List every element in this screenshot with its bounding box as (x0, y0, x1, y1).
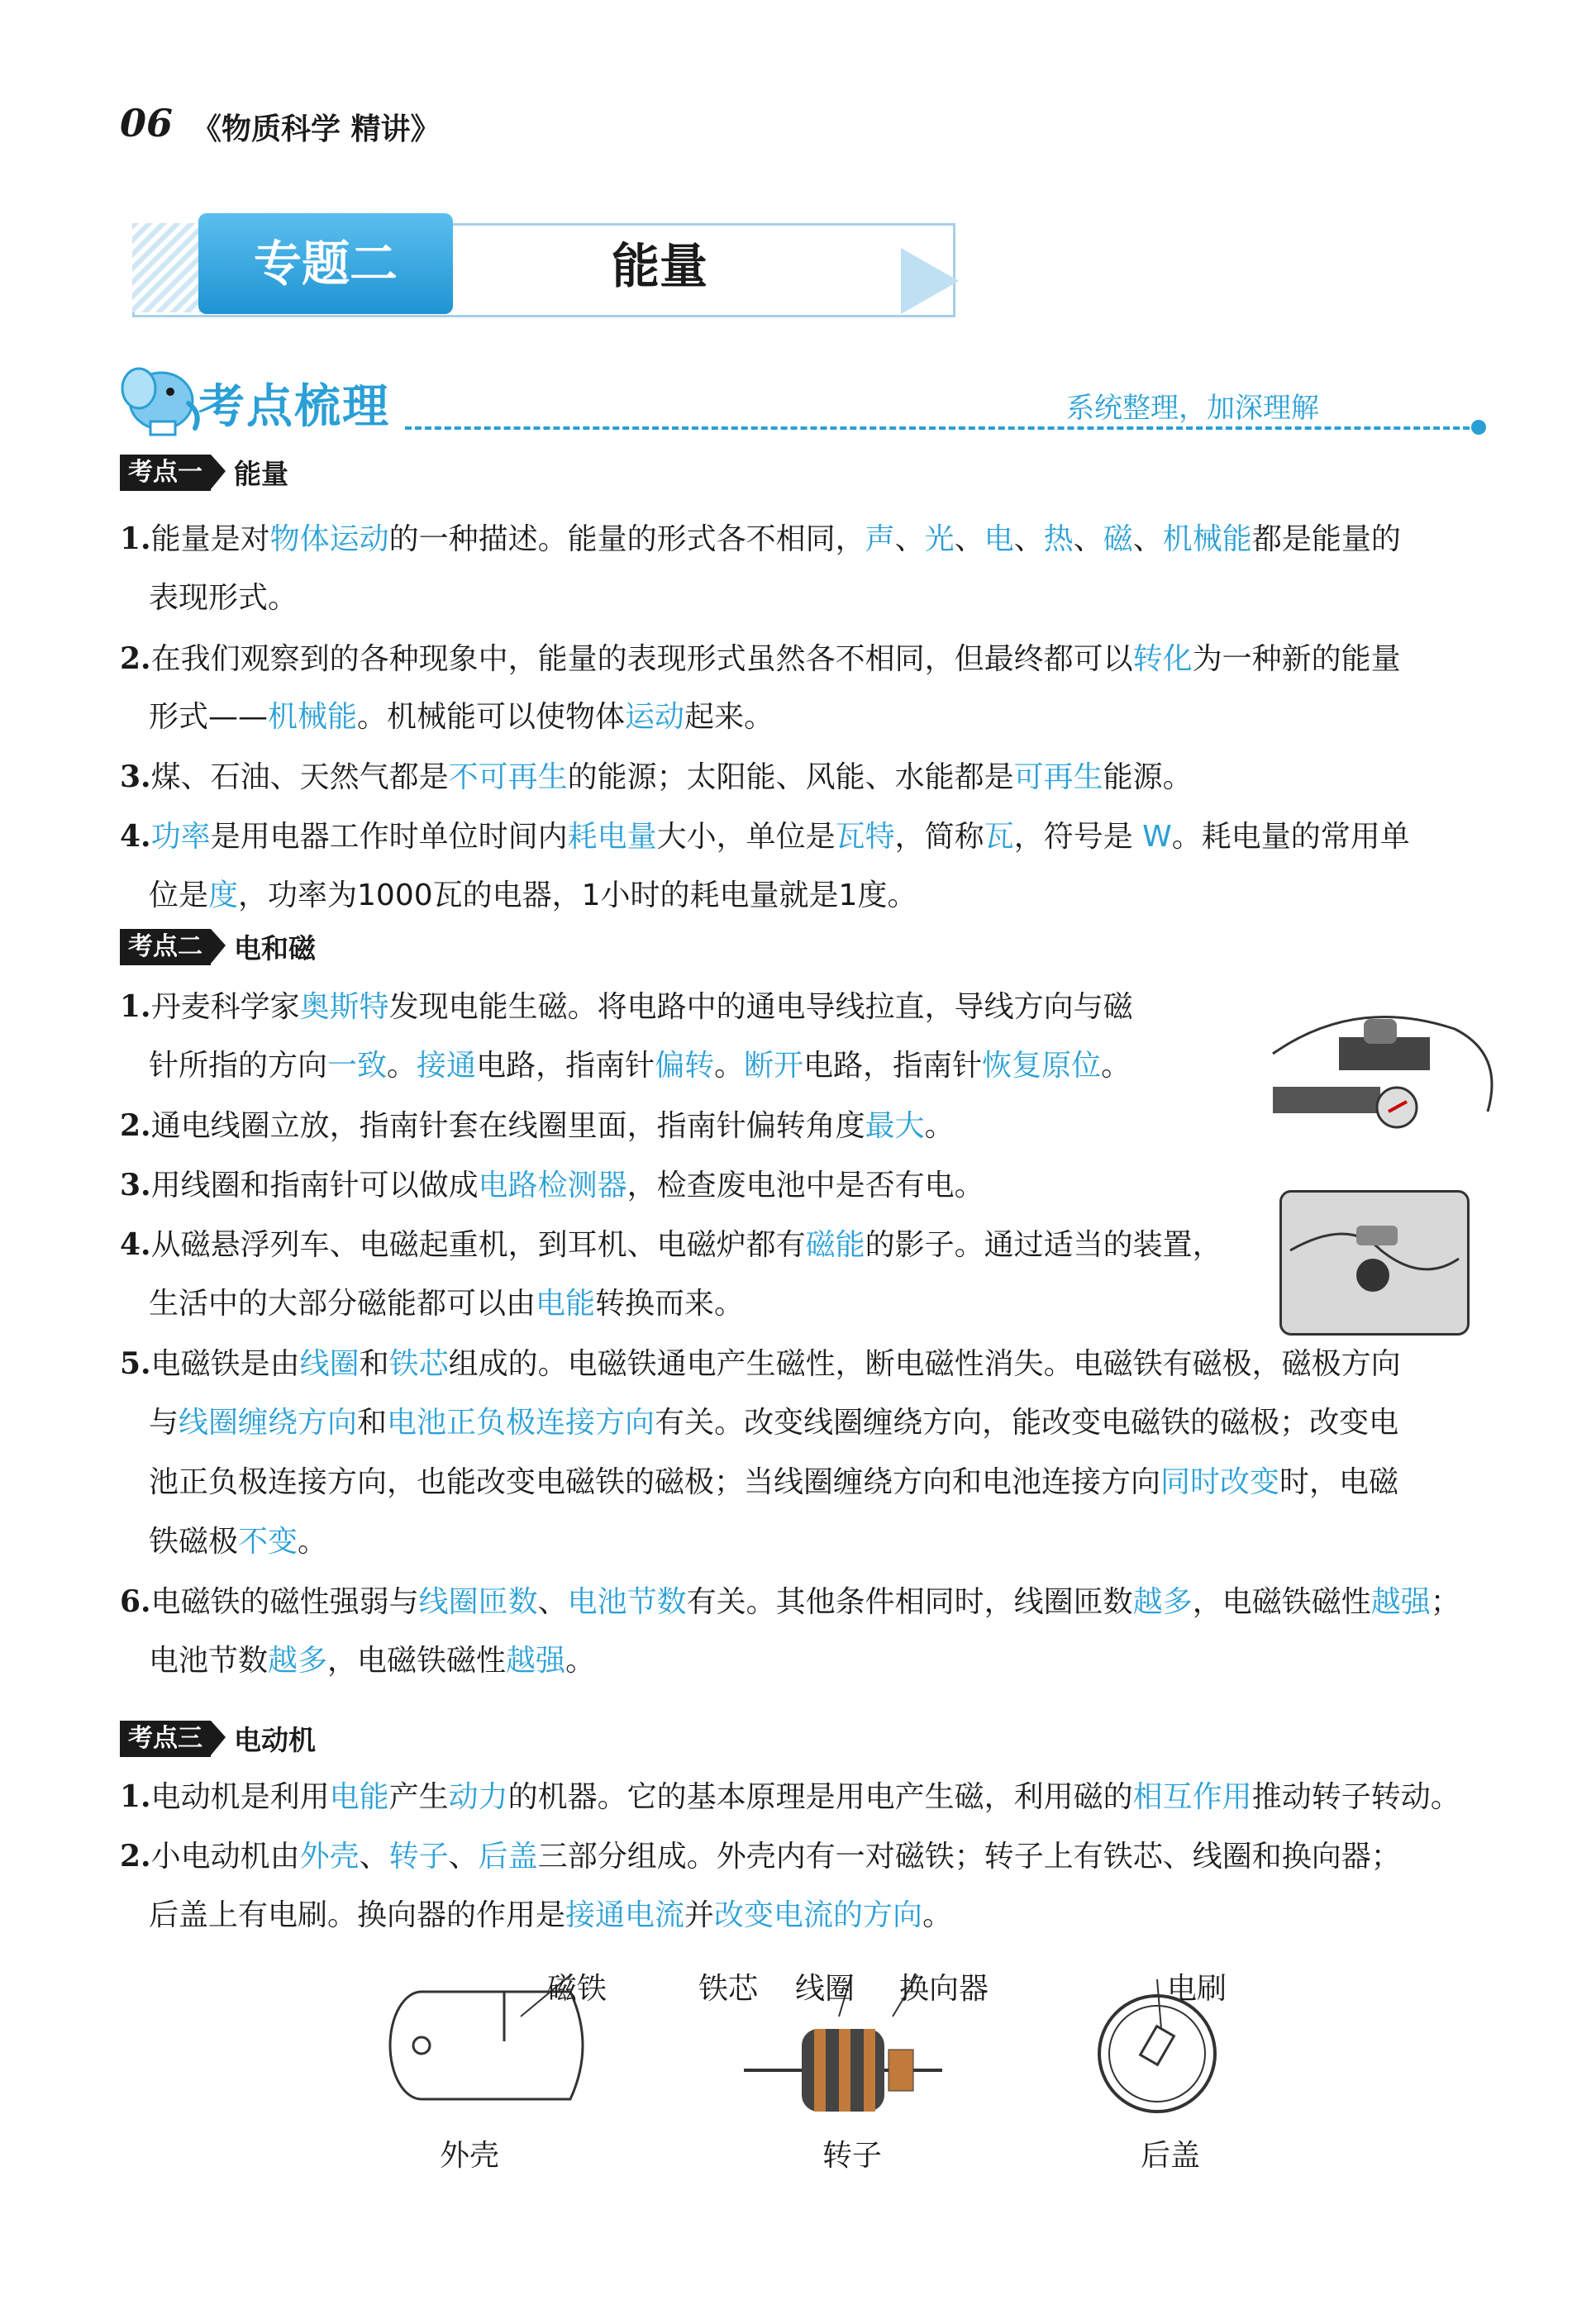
text-line (120, 1583, 1460, 1621)
body-text-segment: 电磁铁是由 (150, 1347, 300, 1381)
kaodian-tag: 考点二 (120, 929, 211, 965)
page-number: 06 (120, 101, 174, 145)
body-text-segment: 能量是对 (150, 522, 270, 556)
text-line (120, 1345, 1401, 1383)
answer-text: 越强 (506, 1644, 566, 1678)
body-text-segment: 生活中的大部分磁能都可以由 (149, 1287, 536, 1321)
body-text-segment: 从磁悬浮列车、电磁起重机，到耳机、电磁炉都有 (150, 1228, 806, 1262)
answer-text: 动力 (448, 1780, 508, 1814)
label-iron-core: 铁芯 (698, 1972, 759, 2006)
answer-text: 越多 (1132, 1585, 1193, 1619)
answer-text: 功率 (150, 820, 211, 854)
topic-title: 能量 (611, 238, 707, 294)
book-title: 《物质科学 精讲》 (192, 112, 441, 146)
body-text-segment: 。 (1101, 1049, 1131, 1083)
topic-tab: 专题二 (198, 213, 453, 314)
body-text-segment: 大小，单位是 (656, 820, 836, 854)
answer-text: 线圈匝数 (418, 1585, 538, 1619)
body-text-segment: 。 (922, 1898, 953, 1932)
item-number: 5. (120, 1346, 151, 1381)
answer-text: 电 (984, 522, 1014, 556)
kaodian-name: 能量 (234, 458, 288, 490)
body-text-segment: 、 (894, 522, 925, 556)
answer-text: 物体运动 (269, 522, 389, 556)
answer-text: 同时改变 (1160, 1465, 1280, 1499)
text-line (120, 1167, 984, 1204)
body-text-segment: 电路，指南针 (476, 1049, 655, 1083)
body-text-segment: ，电磁铁磁性 (1192, 1585, 1371, 1619)
body-text-segment: 组成的。电磁铁通电产生磁性，断电磁性消失。电磁铁有磁极，磁极方向 (448, 1347, 1401, 1381)
body-text-segment: 都是能量的 (1251, 522, 1401, 556)
item-number: 4. (120, 1227, 151, 1262)
answer-text: 电路检测器 (478, 1169, 627, 1202)
text-line (149, 1464, 1398, 1501)
body-text-segment: 、 (1013, 522, 1044, 556)
body-text-segment: 通电线圈立放，指南针套在线圈里面，指南针偏转角度 (150, 1109, 865, 1143)
text-line (149, 1898, 952, 1934)
text-line (149, 1048, 1131, 1084)
body-text-segment: 并 (684, 1898, 715, 1932)
item-number: 3. (120, 1168, 151, 1202)
body-text-segment: 丹麦科学家 (150, 990, 300, 1024)
caption-rotor: 转子 (822, 2139, 883, 2173)
body-text-segment: 能源。 (1103, 760, 1193, 794)
answer-text: 可再生 (1013, 760, 1103, 794)
answer-text: 磁 (1103, 522, 1133, 556)
body-text-segment: 转换而来。 (595, 1287, 745, 1321)
answer-text: 热 (1043, 522, 1074, 556)
body-text-segment: 起来。 (684, 700, 774, 734)
answer-text: 铁芯 (388, 1347, 449, 1381)
elephant-mascot-icon (116, 355, 207, 438)
body-text-segment: 表现形式。 (149, 581, 298, 615)
caption-end-cover: 后盖 (1141, 2139, 1201, 2173)
answer-text: 瓦特 (835, 820, 895, 854)
body-text-segment: 时，电磁 (1279, 1465, 1399, 1499)
body-text-segment: 发现电能生磁。将电路中的通电导线拉直，导线方向与磁 (388, 990, 1133, 1024)
divider-dot (1471, 420, 1486, 435)
answer-text: 线圈 (299, 1347, 360, 1381)
body-text-segment: 、 (537, 1585, 568, 1619)
body-text-segment: 。 (924, 1109, 955, 1143)
answer-text: 相互作用 (1132, 1780, 1252, 1814)
section-title: 考点梳理 (198, 379, 390, 434)
answer-text: 一致 (327, 1049, 388, 1083)
body-text-segment: 、 (954, 522, 984, 556)
label-magnet: 磁铁 (547, 1972, 607, 2006)
answer-text: 接通 (417, 1049, 477, 1083)
body-text-segment: 的能源；太阳能、风能、水能都是 (567, 760, 1014, 794)
answer-text: 不变 (238, 1525, 298, 1559)
answer-text: 度 (208, 879, 239, 912)
body-text-segment: 。 (565, 1644, 596, 1678)
item-number: 1. (120, 989, 151, 1024)
body-text-segment: ，电磁铁磁性 (327, 1644, 507, 1678)
body-text-segment: 是用电器工作时单位时间内 (210, 820, 568, 854)
text-line (149, 1524, 327, 1560)
answer-text: 转化 (1132, 642, 1193, 676)
answer-text: 机械能 (268, 700, 358, 734)
oersted-experiment-figure (1256, 988, 1504, 1145)
coil-compass-icon (1282, 1193, 1467, 1333)
text-line (120, 818, 1410, 855)
answer-text: W (1142, 820, 1172, 854)
body-text-segment: 电池节数 (149, 1644, 269, 1678)
kaodian-3 (120, 1719, 316, 1758)
body-text-segment: 、 (448, 1840, 479, 1874)
body-text-segment: 。 (387, 1049, 417, 1083)
answer-text: 外壳 (299, 1840, 360, 1874)
answer-text: 转子 (388, 1840, 449, 1874)
answer-text: 瓦 (984, 820, 1014, 854)
item-number: 2. (120, 1839, 151, 1874)
answer-text: 线圈缠绕方向 (179, 1406, 358, 1440)
answer-text: 声 (865, 522, 895, 556)
text-line (149, 878, 917, 914)
text-line (120, 759, 1193, 796)
item-number: 2. (120, 641, 151, 676)
body-text-segment: 池正负极连接方向，也能改变电磁铁的磁极；当线圈缠绕方向和电池连接方向 (149, 1465, 1161, 1499)
body-text-segment: 针所指的方向 (149, 1049, 328, 1083)
text-line (149, 1405, 1398, 1441)
body-text-segment: ，简称 (894, 820, 984, 854)
answer-text: 断开 (744, 1049, 804, 1083)
body-text-segment: 有关。其他条件相同时，线圈匝数 (686, 1585, 1133, 1619)
answer-text: 电池正负极连接方向 (387, 1406, 655, 1440)
caption-shell: 外壳 (440, 2139, 500, 2173)
text-line (149, 1643, 595, 1679)
answer-text: 电能 (536, 1287, 596, 1321)
item-number: 1. (120, 1779, 151, 1814)
coil-compass-photo (1279, 1190, 1470, 1336)
body-text-segment: 的机器。它的基本原理是用电产生磁，利用磁的 (507, 1780, 1133, 1814)
body-text-segment: 的影子。通过适当的装置， (865, 1228, 1222, 1262)
answer-text: 恢复原位 (982, 1049, 1102, 1083)
kaodian-tag: 考点三 (120, 1721, 211, 1757)
text-line (120, 1838, 1401, 1875)
text-line (120, 640, 1401, 678)
body-text-segment: 小电动机由 (150, 1840, 300, 1874)
answer-text: 不可再生 (448, 760, 568, 794)
answer-text: 偏转 (655, 1049, 715, 1083)
body-text-segment: 电动机是利用 (150, 1780, 330, 1814)
body-text-segment: 。耗电量的常用单 (1171, 820, 1410, 854)
body-text-segment: 推动转子转动。 (1251, 1780, 1460, 1814)
kaodian-name: 电动机 (234, 1724, 316, 1756)
answer-text: 越多 (268, 1644, 328, 1678)
text-line (120, 521, 1401, 558)
text-line (120, 1226, 1222, 1264)
answer-text: 磁能 (805, 1228, 865, 1262)
body-text-segment: 为一种新的能量 (1192, 642, 1401, 676)
answer-text: 耗电量 (567, 820, 657, 854)
answer-text: 电池节数 (567, 1585, 687, 1619)
body-text-segment: 后盖上有电刷。换向器的作用是 (149, 1898, 566, 1932)
body-text-segment: 、 (1132, 522, 1163, 556)
item-number: 1. (120, 521, 151, 556)
answer-text: 运动 (625, 700, 685, 734)
answer-text: 最大 (865, 1109, 925, 1143)
body-text-segment: 电磁铁的磁性强弱与 (150, 1585, 419, 1619)
body-text-segment: 、 (359, 1840, 389, 1874)
body-text-segment: 。 (714, 1049, 745, 1083)
answer-text: 电能 (329, 1780, 389, 1814)
answer-text: 改变电流的方向 (714, 1898, 923, 1932)
kaodian-2 (120, 927, 316, 966)
section-subtitle: 系统整理，加深理解 (1066, 392, 1319, 425)
item-number: 2. (120, 1108, 151, 1143)
item-number: 6. (120, 1584, 151, 1619)
body-text-segment: 有关。改变线圈缠绕方向，能改变电磁铁的磁极；改变电 (655, 1406, 1399, 1440)
answer-text: 奥斯特 (299, 990, 389, 1024)
body-text-segment: ，检查废电池中是否有电。 (626, 1169, 984, 1202)
label-commutator: 换向器 (899, 1972, 989, 2006)
body-text-segment: 位是 (149, 879, 209, 912)
body-text-segment: 和 (357, 1406, 388, 1440)
answer-text: 后盖 (478, 1840, 538, 1874)
text-line (149, 699, 774, 736)
body-text-segment: 与 (149, 1406, 179, 1440)
answer-text: 越强 (1370, 1585, 1431, 1619)
kaodian-name: 电和磁 (234, 932, 316, 964)
text-line (149, 580, 298, 617)
text-line (149, 1286, 744, 1322)
section-divider (405, 426, 1479, 430)
body-text-segment: 。 (298, 1525, 328, 1559)
body-text-segment: 在我们观察到的各种现象中，能量的表现形式虽然各不相同，但最终都可以 (150, 642, 1133, 676)
answer-text: 机械能 (1162, 522, 1252, 556)
body-text-segment: 煤、石油、天然气都是 (150, 760, 449, 794)
text-line (120, 1779, 1460, 1816)
answer-text: 光 (924, 522, 955, 556)
text-line (120, 988, 1133, 1026)
body-text-segment: 三部分组成。外壳内有一对磁铁；转子上有铁芯、线圈和换向器； (537, 1840, 1401, 1874)
kaodian-1 (120, 453, 288, 492)
banner-arrow (901, 248, 959, 314)
body-text-segment: ； (1430, 1585, 1460, 1619)
body-text-segment: 用线圈和指南针可以做成 (150, 1169, 479, 1202)
body-text-segment: 形式—— (149, 700, 269, 734)
body-text-segment: ，符号是 (1013, 820, 1143, 854)
item-number: 3. (120, 760, 151, 794)
item-number: 4. (120, 819, 151, 854)
answer-text: 接通电流 (565, 1898, 685, 1932)
body-text-segment: 、 (1073, 522, 1103, 556)
label-brush: 电刷 (1167, 1972, 1227, 2006)
banner-stripe (132, 223, 207, 312)
body-text-segment: 的一种描述。能量的形式各不相同， (388, 522, 865, 556)
text-line (120, 1107, 955, 1145)
body-text-segment: 和 (359, 1347, 389, 1381)
label-coil: 线圈 (795, 1972, 855, 2006)
kaodian-tag: 考点一 (120, 455, 211, 491)
body-text-segment: 铁磁极 (149, 1525, 239, 1559)
body-text-segment: 电路，指南针 (803, 1049, 983, 1083)
body-text-segment: ，功率为1000瓦的电器，1小时的耗电量就是1度。 (238, 879, 917, 912)
body-text-segment: 。机械能可以使物体 (357, 700, 626, 734)
body-text-segment: 产生 (388, 1780, 449, 1814)
